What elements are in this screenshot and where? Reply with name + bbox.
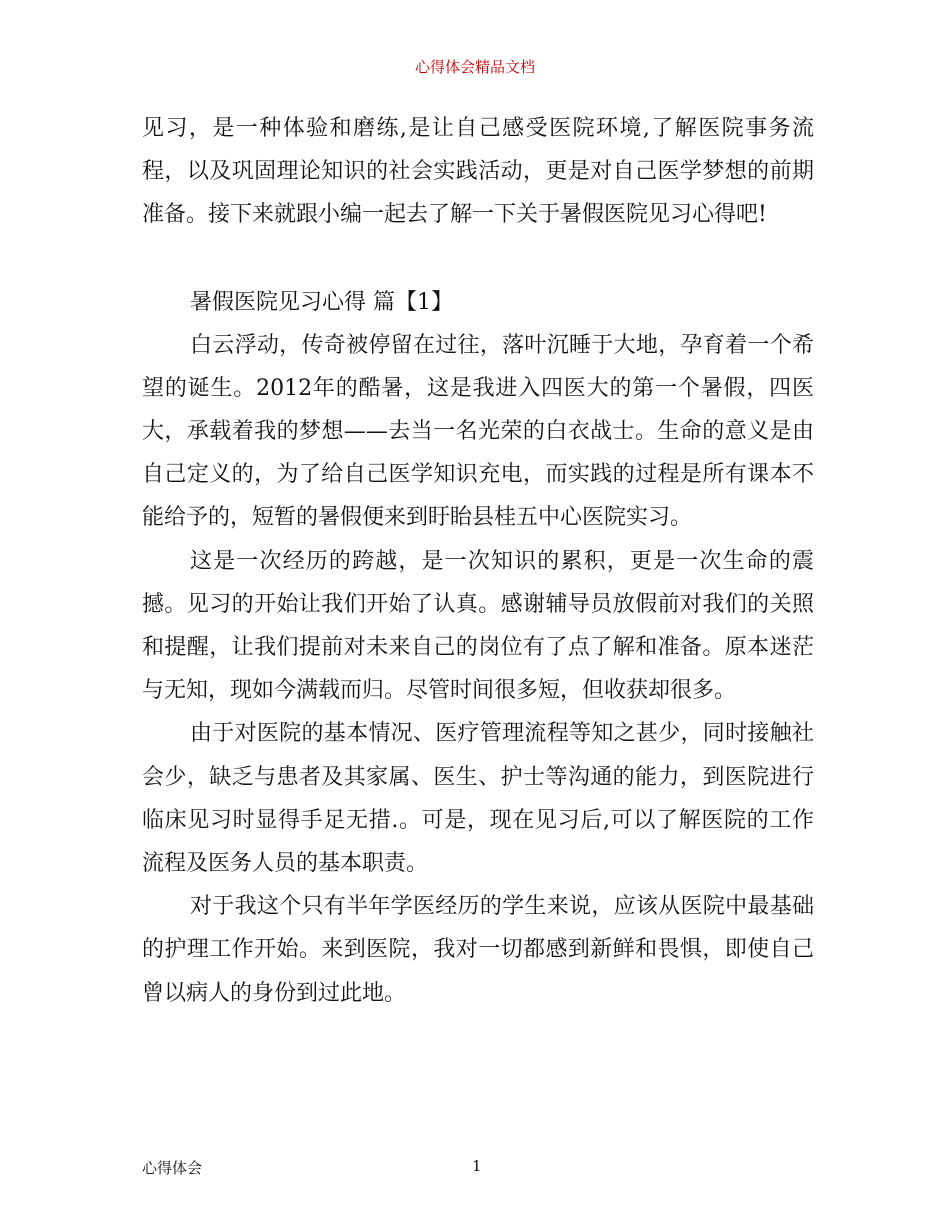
body-paragraph-3: 由于对医院的基本情况、医疗管理流程等知之甚少，同时接触社会少，缺乏与患者及其家属、医生、护士等沟通的能力，到医院进行临床见习时显得手足无措.。可是，现在见习后,可以了解医院的工作流程及医务人员的基本职责。 [142,721,814,877]
body-paragraph-4: 对于我这个只有半年学医经历的学生来说，应该从医院中最基础的护理工作开始。来到医院，我对一切都感到新鲜和畏惧，即使自己曾以病人的身份到过此地。 [142,894,814,1006]
intro-paragraph: 见习，是一种体验和磨练,是让自己感受医院环境,了解医院事务流程，以及巩固理论知识的社会实践活动，更是对自己医学梦想的前期准备。接下来就跟小编一起去了解一下关于暑假医院见习心得吧! [142,116,814,228]
footer-label: 心得体会 [142,1159,203,1177]
body-paragraph-2: 这是一次经历的跨越，是一次知识的累积，更是一次生命的震撼。见习的开始让我们开始了认真。感谢辅导员放假前对我们的关照和提醒，让我们提前对未来自己的岗位有了点了解和准备。原本迷茫与无知，现如今满载而归。尽管时间很多短，但收获却很多。 [142,548,814,704]
body-paragraph-1: 白云浮动，传奇被停留在过往，落叶沉睡于大地，孕育着一个希望的诞生。2012年的酷暑，这是我进入四医大的第一个暑假，四医大，承载着我的梦想——去当一名光荣的白衣战士。生命的意义是由自己定义的，为了给自己医学知识充电，而实践的过程是所有课本不能给予的，短暂的暑假便来到盱眙县桂五中心医院实习。 [142,332,814,531]
page-header: 心得体会精品文档 [414,58,535,76]
document-body [142,107,814,1015]
spacer [142,237,814,281]
section-title: 暑假医院见习心得 篇【1】 [190,289,453,315]
page-number: 1 [472,1157,482,1175]
